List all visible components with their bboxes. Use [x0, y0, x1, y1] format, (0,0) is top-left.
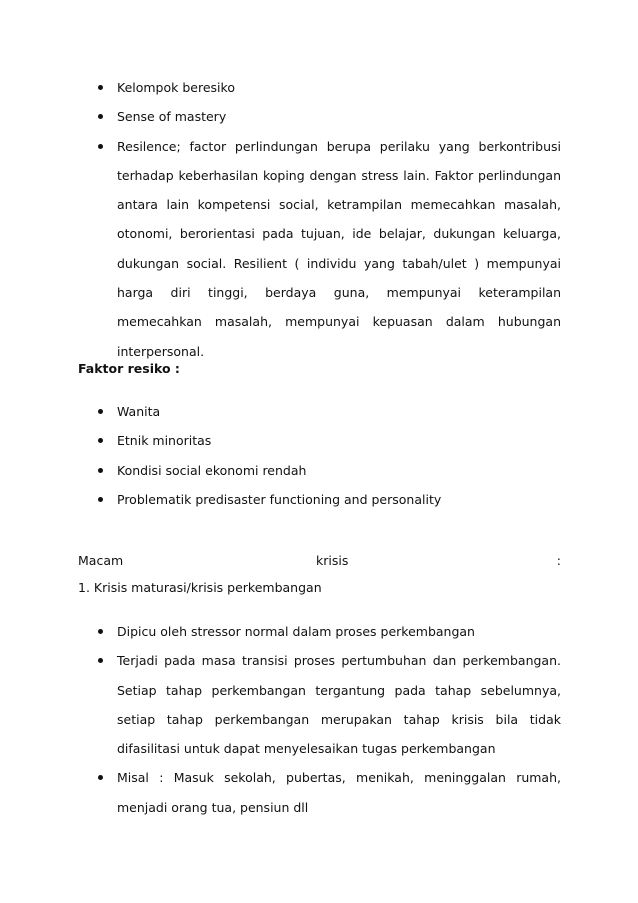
bullet-icon [98, 468, 103, 473]
list-item [0, 456, 638, 485]
list-item [0, 485, 638, 514]
list-item-text: Wanita [117, 404, 161, 419]
list-item [0, 397, 638, 426]
bullet-list-krisis-maturasi [0, 617, 638, 822]
list-item-text: Kelompok beresiko [117, 80, 235, 95]
bullet-icon [98, 497, 103, 502]
list-item-text: Etnik minoritas [117, 433, 212, 449]
list-item [0, 426, 638, 455]
list-item-text: Dipicu oleh stressor normal dalam proses perkembangan [117, 624, 475, 639]
colon: : [556, 553, 561, 568]
list-item-text: Misal : Masuk sekolah, pubertas, menikah, meninggalan rumah, menjadi orang tua, pensiun dll [117, 770, 561, 815]
list-item-text: Terjadi pada masa transisi proses pertumbuhan dan perkembangan. Setiap tahap perkembangan tergantung pada tahap sebelumnya, setiap tahap perkembangan merupakan tahap krisis bila tidak difasilitasi untuk dapat menyelesaikan tugas perkembangan [117, 653, 561, 757]
macam-word: Macam [78, 553, 124, 568]
bullet-icon [98, 775, 103, 780]
bullet-icon [98, 629, 103, 634]
list-item [0, 102, 638, 131]
list-item [0, 132, 638, 366]
krisis-word: krisis [316, 553, 349, 568]
list-item [0, 617, 638, 646]
list-item-text: Sense of mastery [117, 109, 227, 125]
list-item-text: Kondisi social ekonomi rendah [117, 462, 307, 478]
bullet-icon [98, 658, 103, 663]
heading-faktor-resiko: Faktor resiko : [78, 361, 180, 376]
bullet-icon [98, 114, 103, 119]
list-item-text: Resilence; factor perlindungan berupa perilaku yang berkontribusi terhadap keberhasilan koping dengan stress lain. Faktor perlindungan antara lain kompetensi social, ketrampilan memecahkan masalah, otonomi, berorientasi pada tujuan, ide belajar, dukungan keluarga, dukungan social. Resilient ( individu yang tabah/ulet ) mempunyai harga diri tinggi, berdaya guna, mempunyai keterampilan memecahkan masalah, mempunyai kepuasan dalam hubungan interpersonal. [117, 138, 561, 359]
list-item [0, 646, 638, 763]
subheading-krisis-maturasi: 1. Krisis maturasi/krisis perkembangan [78, 580, 322, 595]
bullet-icon [98, 144, 103, 149]
bullet-icon [98, 409, 103, 414]
list-item [0, 73, 638, 102]
bullet-icon [98, 438, 103, 443]
bullet-list-resilience [0, 73, 638, 366]
list-item [0, 763, 638, 822]
list-item-text: Problematik predisaster functioning and personality [117, 491, 442, 507]
bullet-list-faktor-resiko [0, 397, 638, 514]
bullet-icon [98, 85, 103, 90]
